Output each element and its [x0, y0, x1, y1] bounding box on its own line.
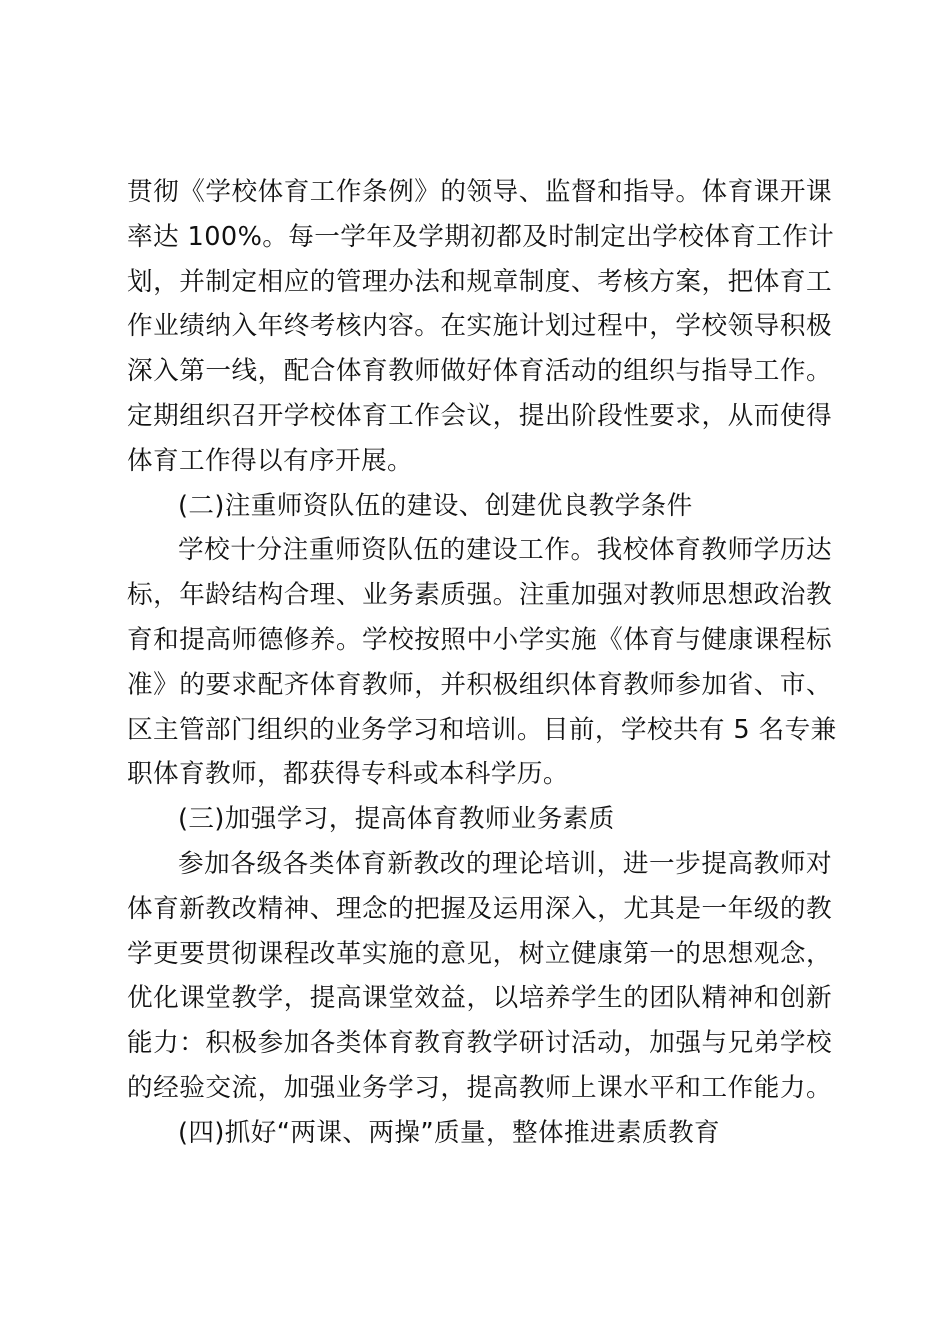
text-line: 体育工作得以有序开展。 [127, 445, 413, 476]
text-line: 学校十分注重师资队伍的建设工作。我校体育教师学历达 [178, 535, 832, 566]
text-line: 率达 100%。每一学年及学期初都及时制定出学校体育工作计 [127, 221, 835, 252]
text-line: 深入第一线，配合体育教师做好体育活动的组织与指导工作。 [127, 356, 832, 387]
text-line: 准》的要求配齐体育教师，并积极组织体育教师参加省、市、 [127, 669, 832, 700]
text-line: 能力：积极参加各类体育教育教学研讨活动，加强与兄弟学校 [127, 1028, 832, 1059]
text-line: 参加各级各类体育新教改的理论培训，进一步提高教师对 [178, 848, 832, 879]
text-line: 学更要贯彻课程改革实施的意见，树立健康第一的思想观念， [127, 938, 832, 969]
text-line: 贯彻《学校体育工作条例》的领导、监督和指导。体育课开课 [127, 177, 832, 207]
text-line: 职体育教师，都获得专科或本科学历。 [127, 759, 569, 790]
text-line: 划，并制定相应的管理办法和规章制度、考核方案，把体育工 [127, 266, 832, 297]
text-line: (四)抓好“两课、两操”质量，整体推进素质教育 [178, 1117, 720, 1148]
text-line: 优化课堂教学，提高课堂效益，以培养学生的团队精神和创新 [127, 983, 832, 1014]
text-line: (二)注重师资队伍的建设、创建优良教学条件 [178, 490, 693, 521]
text-line: 的经验交流，加强业务学习，提高教师上课水平和工作能力。 [127, 1072, 832, 1103]
text-line: 育和提高师德修养。学校按照中小学实施《体育与健康课程标 [127, 624, 832, 655]
text-line: 定期组织召开学校体育工作会议，提出阶段性要求，从而使得 [127, 400, 832, 431]
text-line: 标，年龄结构合理、业务素质强。注重加强对教师思想政治教 [127, 580, 832, 611]
text-line: 体育新教改精神、理念的把握及运用深入，尤其是一年级的教 [127, 893, 832, 924]
document-body [127, 170, 837, 1156]
text-line: 作业绩纳入年终考核内容。在实施计划过程中，学校领导积极 [127, 311, 832, 342]
text-line: 区主管部门组织的业务学习和培训。目前，学校共有 5 名专兼 [127, 714, 837, 745]
text-line: (三)加强学习，提高体育教师业务素质 [178, 804, 615, 835]
